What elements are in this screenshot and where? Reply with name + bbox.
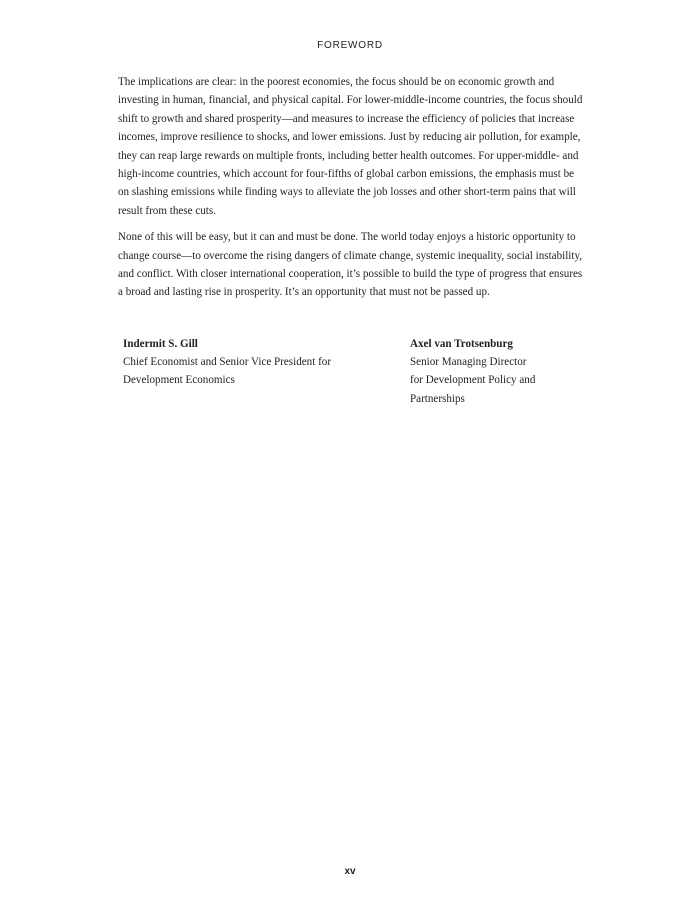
signatory-title-line: Chief Economist and Senior Vice President for <box>123 356 332 369</box>
signatory-title-line: for Development Policy and <box>410 374 536 387</box>
paragraph: The implications are clear: in the poorest economies, the focus should be on economic growth and investing in human, financial, and physical capital. For lower-middle-income countries, the focus should shift to growth and shared prosperity—and measures to increase the efficiency of policies that increase incomes, improve resilience to shocks, and lower emissions. Just by reducing air pollution, for example, they can reap large rewards on multiple fronts, including better health outcomes. For upper-middle- and high-income countries, which account for four-fifths of global carbon emissions, the emphasis must be on slashing emissions while finding ways to alleviate the job losses and other short-term pains that will result from these cuts. <box>118 76 583 217</box>
signatory-name: Axel van Trotsenburg <box>410 338 513 350</box>
page-number: xv <box>344 866 356 877</box>
signatory-title-line: Senior Managing Director <box>410 356 527 369</box>
foreword-body <box>118 73 584 310</box>
signatory-title-line: Partnerships <box>410 392 465 405</box>
signatory-right <box>410 335 570 408</box>
paragraph: None of this will be easy, but it can and must be done. The world today enjoys a historic opportunity to change course—to overcome the rising dangers of climate change, systemic inequality, social instability, and conflict. With closer international cooperation, it’s possible to build the type of progress that ensures a broad and lasting rise in prosperity. It’s an opportunity that must not be passed up. <box>118 231 583 299</box>
signatory-name: Indermit S. Gill <box>123 338 198 350</box>
signatory-title-line: Development Economics <box>123 374 235 387</box>
signatory-left <box>123 335 373 390</box>
running-head: FOREWORD <box>317 40 383 51</box>
